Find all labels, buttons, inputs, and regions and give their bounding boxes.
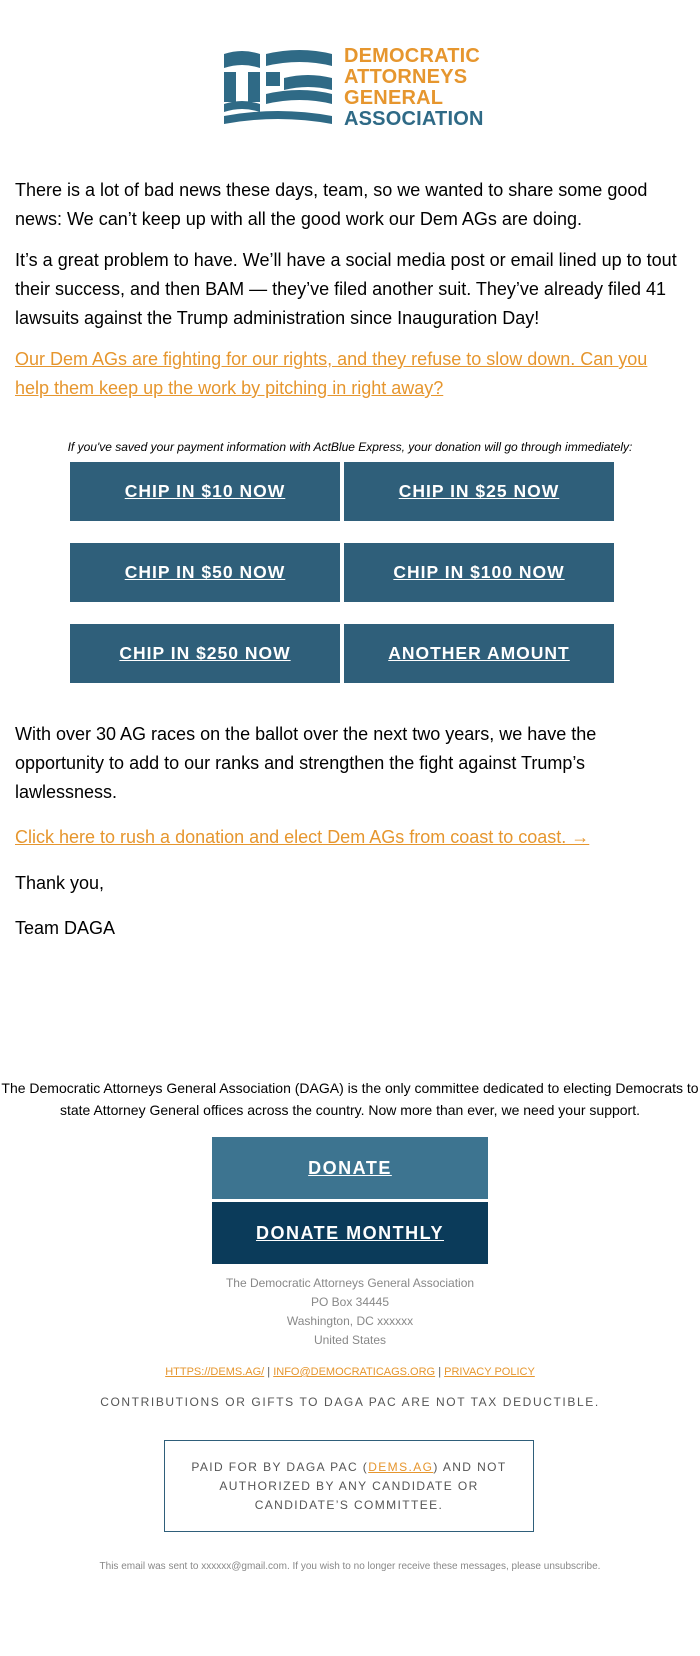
signoff-text: Team DAGA: [15, 918, 116, 938]
chip-in-50-button[interactable]: CHIP IN $50 NOW: [70, 543, 340, 602]
address-po: PO Box 34445: [310, 1295, 390, 1309]
paragraph-problem: It’s a great problem to have. We’ll have a social media post or email lined up to tout their success, and then BAM — they’ve filed another suit. They’ve already filed 41 lawsuits against the Trump administration since Inauguration Day!: [15, 250, 677, 328]
paid-suffix: ) AND NOT AUTHORIZED BY ANY CANDIDATE OR CANDIDATE’S COMMITTEE.: [219, 1459, 507, 1512]
link-separator: |: [267, 1366, 271, 1378]
daga-flag-icon: [224, 46, 334, 132]
mailing-address: [0, 1274, 700, 1350]
actblue-express-note: If you've saved your payment information with ActBlue Express, your donation will go through immediately:: [67, 440, 633, 454]
paragraph-link-ask: [15, 345, 685, 403]
privacy-policy-link[interactable]: PRIVACY POLICY: [444, 1366, 535, 1378]
logo-line-2: ATTORNEYS: [344, 66, 468, 88]
logo-line-4: ASSOCIATION: [344, 108, 484, 130]
paid-for-text: [179, 1458, 519, 1515]
tax-disclaimer: CONTRIBUTIONS OR GIFTS TO DAGA PAC ARE NOT TAX DEDUCTIBLE.: [100, 1395, 600, 1409]
rush-donation-link[interactable]: Click here to rush a donation and elect Dem AGs from coast to coast. →: [15, 827, 590, 847]
ask-link[interactable]: Our Dem AGs are fighting for our rights, and they refuse to slow down. Can you help them keep up the work by pitching in right away?: [15, 349, 648, 398]
unsubscribe-note: This email was sent to xxxxxx@gmail.com. If you wish to no longer receive these messages, please unsubscribe.: [99, 1561, 601, 1572]
thanks-text: Thank you,: [15, 873, 105, 893]
chip-in-100-button[interactable]: CHIP IN $100 NOW: [344, 543, 614, 602]
email-link[interactable]: INFO@DEMOCRATICAGS.ORG: [273, 1366, 436, 1378]
chip-in-10-button[interactable]: CHIP IN $10 NOW: [70, 462, 340, 521]
address-org: The Democratic Attorneys General Association: [225, 1276, 475, 1290]
logo-line-1: DEMOCRATIC: [344, 45, 481, 67]
site-link[interactable]: HTTPS://DEMS.AG/: [165, 1366, 265, 1378]
chip-in-25-button[interactable]: CHIP IN $25 NOW: [344, 462, 614, 521]
donate-monthly-button[interactable]: DONATE MONTHLY: [212, 1202, 488, 1264]
paid-for-box: [164, 1440, 534, 1532]
logo-wordmark: [344, 46, 484, 130]
daga-logo: [224, 45, 484, 132]
paragraph-intro: There is a lot of bad news these days, team, so we wanted to share some good news: We can’t keep up with all the good work our Dem AGs are doing.: [15, 180, 648, 229]
paragraph-races: With over 30 AG races on the ballot over the next two years, we have the opportunity to add to our ranks and strengthen the fight against Trump’s lawlessness.: [15, 724, 597, 802]
another-amount-button[interactable]: ANOTHER AMOUNT: [344, 624, 614, 683]
paragraph-link-rush: [15, 823, 685, 852]
link-separator: |: [438, 1366, 442, 1378]
chip-in-250-button[interactable]: CHIP IN $250 NOW: [70, 624, 340, 683]
dems-ag-link[interactable]: DEMS.AG: [368, 1459, 434, 1474]
address-country: United States: [313, 1333, 387, 1347]
address-city: Washington, DC xxxxxx: [286, 1314, 414, 1328]
footer-links: [0, 1366, 700, 1378]
footer-about: The Democratic Attorneys General Association (DAGA) is the only committee dedicated to electing Democrats to state Attorney General offices across the country. Now more than ever, we need your support.: [1, 1080, 699, 1118]
logo-line-3: GENERAL: [344, 87, 444, 109]
paid-prefix: PAID FOR BY DAGA PAC (: [191, 1459, 369, 1474]
donate-button[interactable]: DONATE: [212, 1137, 488, 1199]
